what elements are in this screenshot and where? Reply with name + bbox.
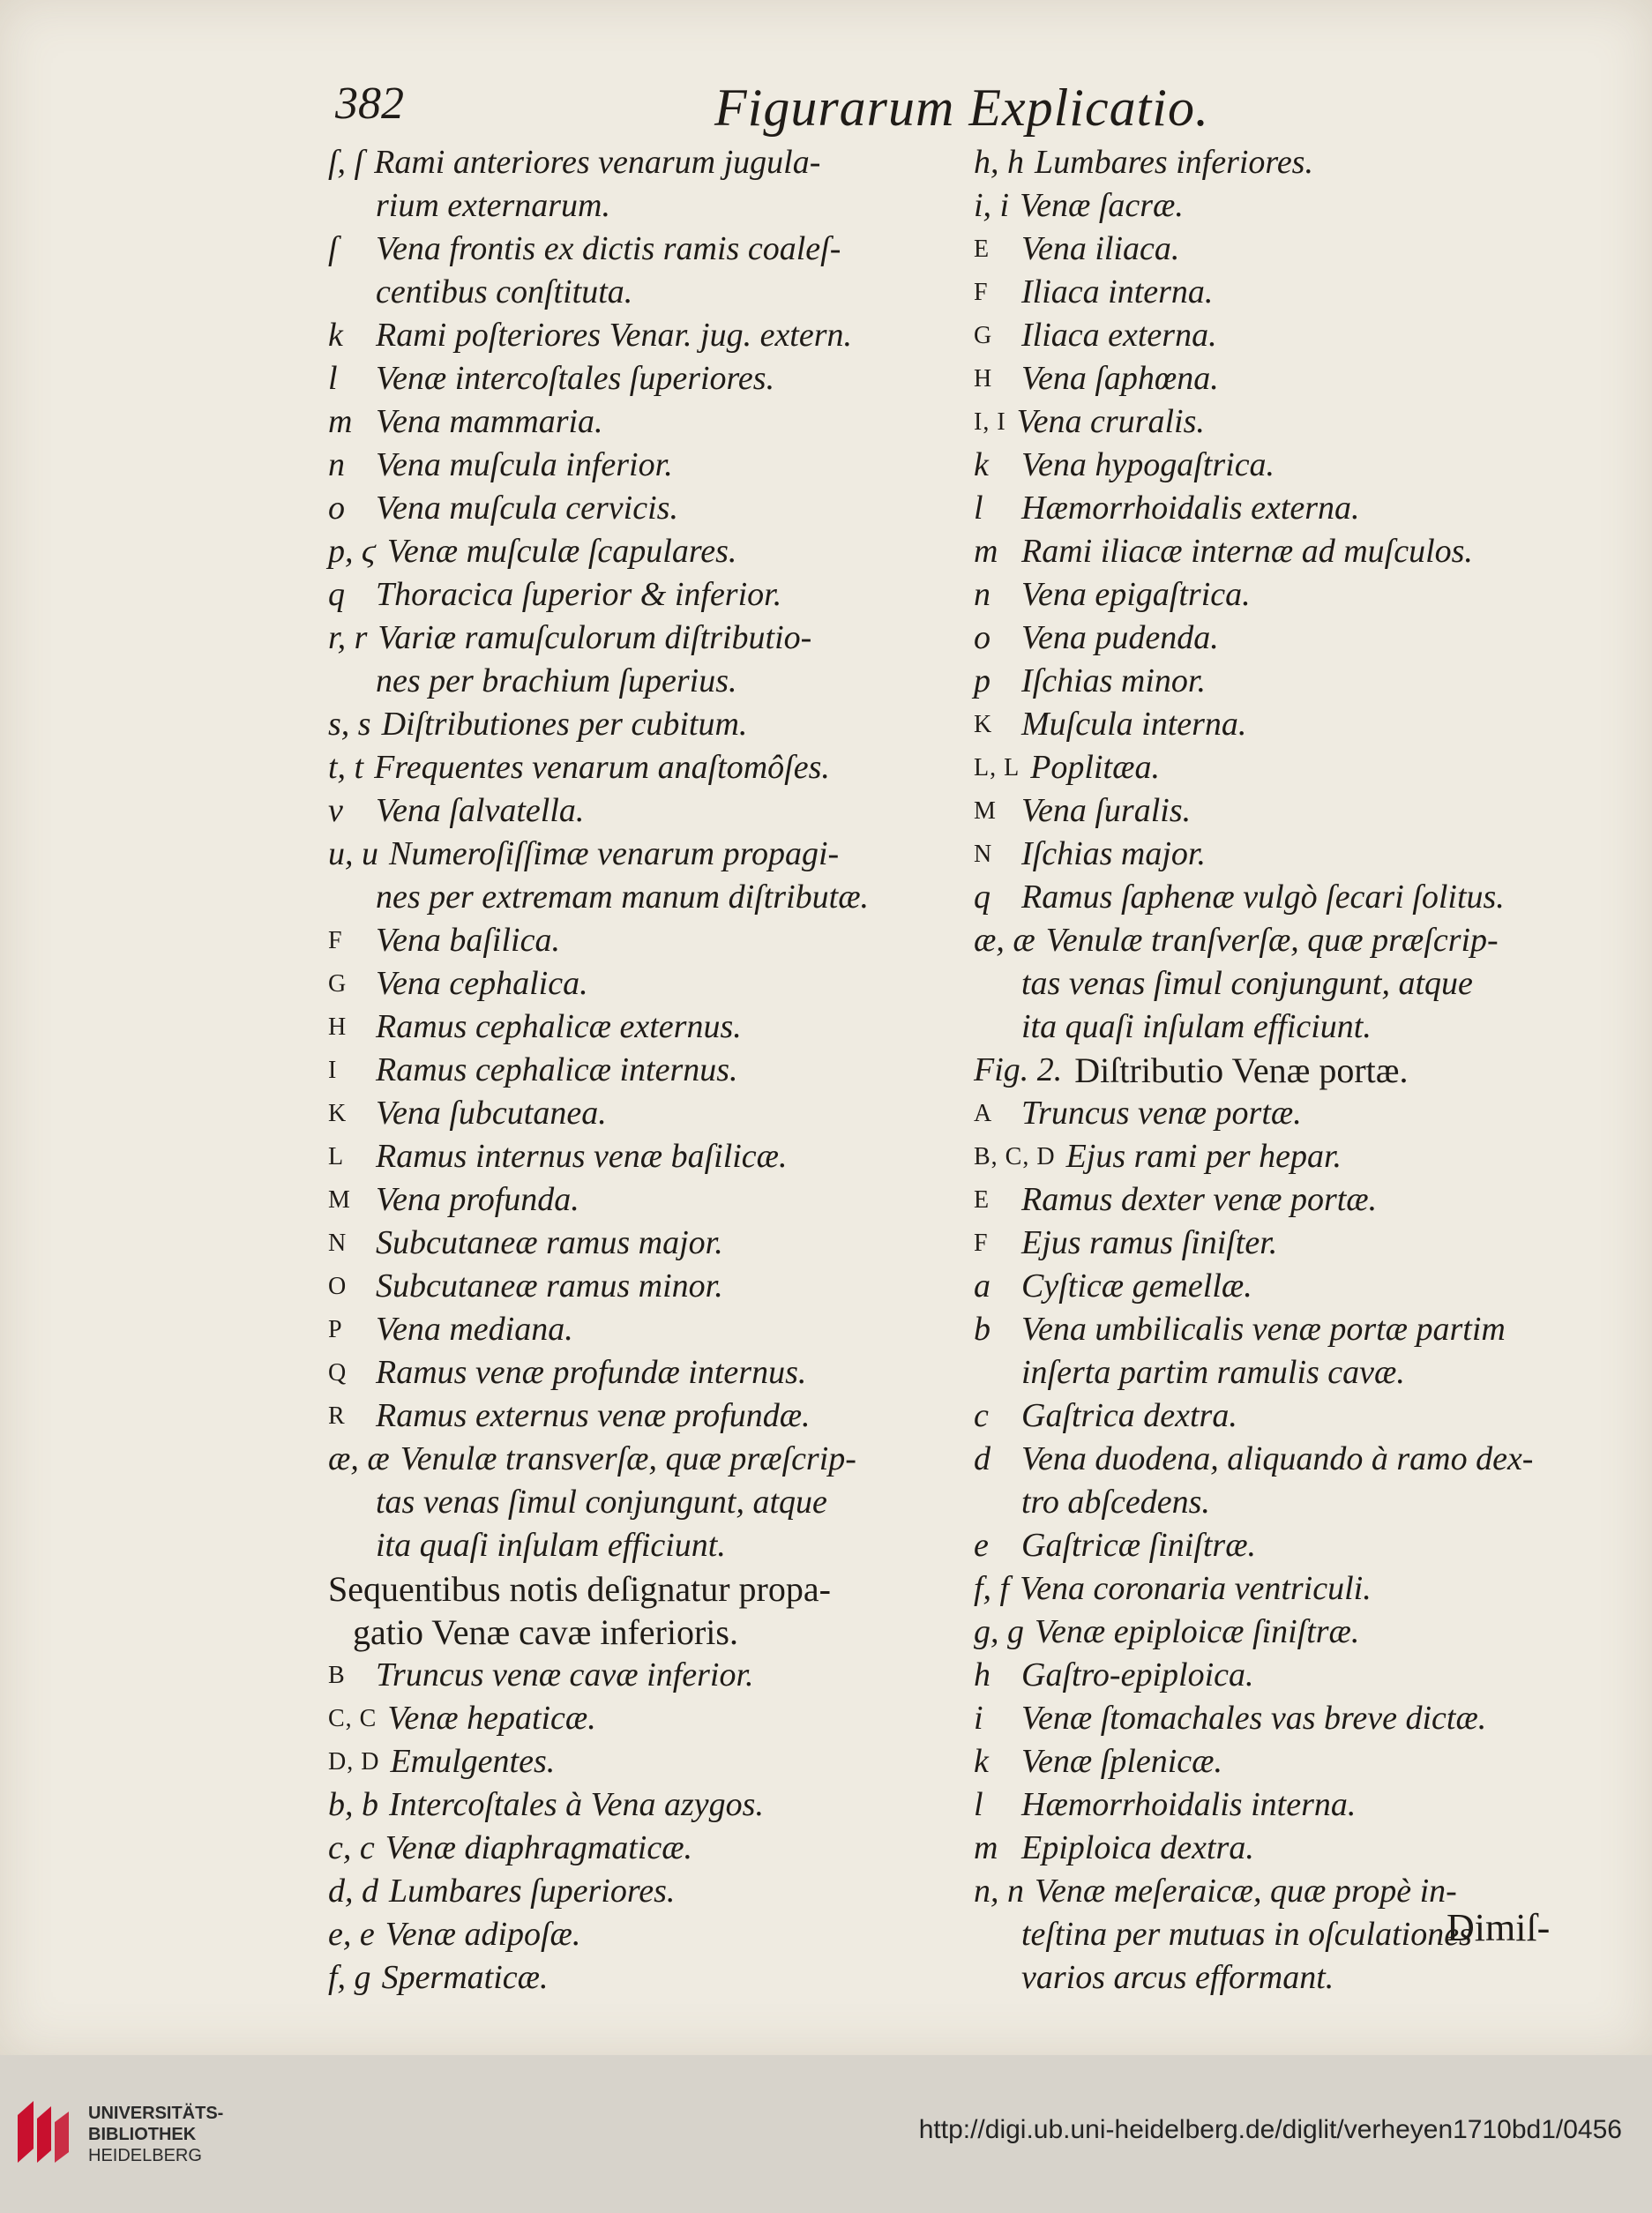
entry-text: Hæmorrhoidalis externa.	[1021, 490, 1360, 527]
entry-text: Gaſtricæ ſiniſtræ.	[1021, 1527, 1257, 1564]
entry-label: G	[974, 322, 993, 349]
entry-label: F	[328, 927, 343, 954]
permalink-url[interactable]: http://digi.ub.uni-heidelberg.de/diglit/verheyen1710bd1/0456	[918, 2115, 1622, 2144]
legend-entry	[328, 487, 946, 530]
entry-text: Venæ meſeraicæ, quæ propè in-	[1035, 1873, 1457, 1910]
legend-entry	[328, 1265, 946, 1308]
entry-label: n, n	[974, 1873, 1024, 1910]
entry-label: F	[974, 1230, 989, 1257]
entry-text: Vena ſubcutanea.	[376, 1095, 607, 1132]
legend-entry	[974, 833, 1591, 876]
entry-continuation: nes per extremam manum diſtributæ.	[376, 878, 870, 916]
entry-text: Iſchias major.	[1021, 835, 1206, 872]
entry-text: Ramus venæ profundæ internus.	[376, 1354, 807, 1391]
entry-label: D, D	[328, 1748, 380, 1776]
legend-entry	[974, 1092, 1591, 1135]
entry-text: Hæmorrhoidalis interna.	[1021, 1786, 1357, 1823]
entry-label: k	[974, 446, 989, 483]
legend-entry	[328, 530, 946, 573]
legend-entry	[974, 1524, 1591, 1567]
page-number: 382	[335, 79, 404, 129]
entry-text: Vena umbilicalis venæ portæ partim	[1021, 1311, 1506, 1348]
entry-label: N	[974, 841, 993, 868]
entry-text: Epiploica dextra.	[1021, 1829, 1254, 1866]
legend-entry	[974, 1740, 1591, 1783]
section-heading: Sequentibus notis deſignatur propa-	[328, 1569, 831, 1609]
entry-continuation: teſtina per mutuas in oſculationes	[1021, 1916, 1472, 1953]
legend-entry	[974, 746, 1591, 789]
legend-entry	[974, 530, 1591, 573]
entry-label: q	[328, 576, 345, 613]
entry-text: Iliaca externa.	[1021, 317, 1217, 354]
legend-entry	[974, 1827, 1591, 1870]
entry-label: i	[974, 1700, 983, 1737]
entry-label: q	[974, 878, 990, 916]
entry-label: s, s	[328, 706, 371, 743]
entry-label: Q	[328, 1359, 348, 1387]
legend-entry	[328, 141, 946, 184]
legend-entry	[328, 228, 946, 271]
entry-text: Rami anteriores venarum jugula-	[374, 144, 821, 181]
legend-entry	[974, 1783, 1591, 1827]
entry-label: k	[974, 1743, 989, 1780]
entry-text: Vena coronaria ventriculi.	[1020, 1570, 1372, 1607]
entry-text: Vena ſaphœna.	[1021, 360, 1219, 397]
entry-text: Muſcula interna.	[1021, 706, 1247, 743]
legend-entry	[328, 1697, 946, 1740]
entry-label: n	[974, 576, 990, 613]
entry-label: M	[974, 797, 997, 825]
entry-continuation: tro abſcedens.	[1021, 1484, 1210, 1521]
legend-entry	[974, 573, 1591, 617]
entry-text: Venæ muſculæ ſcapulares.	[386, 533, 737, 570]
entry-label: L, L	[974, 754, 1020, 781]
entry-label: æ, æ	[328, 1440, 390, 1477]
entry-text: Ejus ramus ſiniſter.	[1021, 1224, 1278, 1261]
legend-entry	[974, 1438, 1591, 1481]
legend-entry	[974, 876, 1591, 919]
legend-entry	[328, 833, 946, 876]
entry-label: o	[974, 619, 990, 656]
entry-label: g, g	[974, 1613, 1024, 1650]
legend-entry	[974, 184, 1591, 228]
entry-label: C, C	[328, 1705, 377, 1732]
legend-entry	[328, 1394, 946, 1438]
entry-label: t, t	[328, 749, 364, 786]
legend-entry	[328, 1783, 946, 1827]
entry-label: k	[328, 317, 343, 354]
footer-bar	[0, 2055, 1652, 2213]
legend-entry	[974, 1265, 1591, 1308]
entry-label: K	[974, 711, 993, 738]
library-logo-icon	[12, 2097, 76, 2166]
entry-text: Venæ intercoſtales ſuperiores.	[376, 360, 775, 397]
catchword: Dimiſ-	[1446, 1906, 1551, 1949]
legend-entry	[328, 789, 946, 833]
entry-text: Venæ ſacræ.	[1020, 187, 1184, 224]
library-name-line1: UNIVERSITÄTS-	[88, 2104, 224, 2123]
entry-text: Emulgentes.	[390, 1743, 556, 1780]
entry-label: E	[974, 1186, 990, 1214]
entry-label: h	[974, 1656, 990, 1693]
legend-entry	[328, 1135, 946, 1178]
entry-text: Poplitæa.	[1030, 749, 1160, 786]
entry-label: b, b	[328, 1786, 378, 1823]
left-column	[328, 141, 946, 2000]
section-heading-continuation: gatio Venæ cavæ inferioris.	[353, 1612, 738, 1652]
entry-continuation: nes per brachium ſuperius.	[376, 662, 737, 699]
entry-text: Ramus dexter venæ portæ.	[1021, 1181, 1378, 1218]
legend-entry	[974, 1697, 1591, 1740]
entry-label: L	[328, 1143, 345, 1170]
entry-label: m	[328, 403, 353, 440]
entry-text: Rami iliacæ internæ ad muſculos.	[1021, 533, 1473, 570]
entry-text: Vena muſcula cervicis.	[376, 490, 678, 527]
entry-continuation: tas venas ſimul conjungunt, atque	[376, 1484, 827, 1521]
entry-label: æ, æ	[974, 922, 1035, 959]
entry-label: B, C, D	[974, 1143, 1056, 1170]
library-name-line2: BIBLIOTHEK	[88, 2125, 197, 2144]
entry-label: m	[974, 1829, 998, 1866]
entry-label: e	[974, 1527, 989, 1564]
entry-text: Ramus internus venæ baſilicæ.	[376, 1138, 788, 1175]
entry-text: Intercoſtales à Vena azygos.	[389, 1786, 764, 1823]
entry-text: Spermaticæ.	[381, 1959, 549, 1996]
entry-label: d	[974, 1440, 990, 1477]
entry-text: Venulæ tranſverſæ, quæ præſcrip-	[1045, 922, 1499, 959]
entry-label: P	[328, 1316, 343, 1343]
entry-label: a	[974, 1267, 990, 1305]
legend-entry	[974, 314, 1591, 357]
entry-continuation: ita quaſi inſulam efficiunt.	[376, 1527, 726, 1564]
legend-entry	[974, 141, 1591, 184]
entry-text: Frequentes venarum anaſtomôſes.	[374, 749, 830, 786]
entry-text: Vena frontis ex dictis ramis coaleſ-	[376, 230, 841, 267]
entry-text: Ejus rami per hepar.	[1065, 1138, 1342, 1175]
entry-text: Vena muſcula inferior.	[376, 446, 673, 483]
legend-entry	[974, 617, 1591, 660]
entry-label: f, f	[974, 1570, 1010, 1607]
entry-continuation: rium externarum.	[376, 187, 610, 224]
legend-entry	[328, 1438, 946, 1481]
entry-text: Subcutaneæ ramus major.	[376, 1224, 723, 1261]
entry-text: Vena ſuralis.	[1021, 792, 1192, 829]
legend-entry	[974, 228, 1591, 271]
legend-entry	[328, 1049, 946, 1092]
entry-text: Venæ adipoſæ.	[385, 1916, 581, 1953]
entry-label: h, h	[974, 144, 1024, 181]
entry-label: e, e	[328, 1916, 375, 1953]
entry-text: Venæ epiploicæ ſiniſtræ.	[1035, 1613, 1360, 1650]
entry-label: B	[328, 1662, 346, 1689]
entry-text: Vena profunda.	[376, 1181, 579, 1218]
entry-text: Variæ ramuſculorum diſtributio-	[377, 619, 812, 656]
legend-entry	[328, 444, 946, 487]
entry-text: Vena duodena, aliquando à ramo dex-	[1021, 1440, 1534, 1477]
entry-label: r, r	[328, 619, 368, 656]
entry-text: Lumbares ſuperiores.	[389, 1873, 676, 1910]
entry-continuation: centibus conſtituta.	[376, 273, 633, 310]
legend-entry	[974, 919, 1591, 962]
entry-text: Vena cruralis.	[1016, 403, 1205, 440]
entry-text: Vena cephalica.	[376, 965, 588, 1002]
entry-label: o	[328, 490, 345, 527]
entry-text: Truncus venæ portæ.	[1021, 1095, 1302, 1132]
legend-entry	[974, 1611, 1591, 1654]
legend-entry	[328, 919, 946, 962]
legend-entry	[328, 1827, 946, 1870]
legend-entry	[974, 1135, 1591, 1178]
legend-entry	[974, 357, 1591, 400]
entry-text: Iſchias minor.	[1021, 662, 1206, 699]
entry-label: f, g	[328, 1959, 371, 1996]
entry-label: ſ	[328, 230, 338, 267]
entry-text: Vena pudenda.	[1021, 619, 1219, 656]
entry-label: p	[974, 662, 990, 699]
entry-text: Venulæ transverſæ, quæ præſcrip-	[400, 1440, 856, 1477]
entry-label: l	[328, 360, 338, 397]
entry-label: K	[328, 1100, 348, 1127]
legend-entry	[974, 1178, 1591, 1222]
entry-label: l	[974, 490, 983, 527]
entry-text: Lumbares inferiores.	[1035, 144, 1313, 181]
legend-entry	[328, 573, 946, 617]
entry-label: u, u	[328, 835, 378, 872]
legend-entry	[974, 1394, 1591, 1438]
entry-text: Numeroſiſſimæ venarum propagi-	[389, 835, 840, 872]
entry-continuation: tas venas ſimul conjungunt, atque	[1021, 965, 1473, 1002]
entry-label: H	[974, 365, 993, 393]
legend-entry	[974, 660, 1591, 703]
entry-label: b	[974, 1311, 990, 1348]
entry-text: Cyſticæ gemellæ.	[1021, 1267, 1252, 1305]
legend-entry	[328, 1913, 946, 1956]
entry-label: H	[328, 1013, 348, 1041]
entry-label: R	[328, 1402, 346, 1430]
entry-text: Gaſtro-epiploica.	[1021, 1656, 1254, 1693]
right-column	[974, 141, 1591, 2000]
legend-entry	[328, 1092, 946, 1135]
page-header	[335, 78, 1588, 148]
legend-entry	[328, 1308, 946, 1351]
entry-label: n	[328, 446, 345, 483]
legend-entry	[328, 357, 946, 400]
legend-entry	[974, 703, 1591, 746]
legend-entry	[974, 1567, 1591, 1611]
entry-label: p, ϛ	[328, 533, 377, 570]
entry-text: Rami poſteriores Venar. jug. extern.	[376, 317, 853, 354]
entry-continuation: varios arcus efformant.	[1021, 1959, 1334, 1996]
entry-text: Vena epigaſtrica.	[1021, 576, 1251, 613]
entry-label: m	[974, 533, 998, 570]
legend-entry	[974, 1654, 1591, 1697]
entry-label: v	[328, 792, 343, 829]
entry-continuation: inſerta partim ramulis cavæ.	[1021, 1354, 1405, 1391]
legend-entry	[974, 271, 1591, 314]
entry-text: Ramus cephalicæ internus.	[376, 1051, 738, 1088]
entry-label: F	[974, 279, 989, 306]
entry-text: Vena baſilica.	[376, 922, 560, 959]
entry-label: c	[974, 1397, 989, 1434]
legend-entry	[328, 1654, 946, 1697]
entry-text: Venæ diaphragmaticæ.	[385, 1829, 693, 1866]
entry-label: O	[328, 1273, 348, 1300]
entry-label: d, d	[328, 1873, 378, 1910]
legend-entry	[328, 1222, 946, 1265]
legend-entry	[328, 1740, 946, 1783]
entry-text: Venæ hepaticæ.	[387, 1700, 596, 1737]
figure-label: Fig. 2.	[974, 1051, 1063, 1088]
entry-text: Ramus cephalicæ externus.	[376, 1008, 742, 1045]
entry-text: Subcutaneæ ramus minor.	[376, 1267, 723, 1305]
entry-label: l	[974, 1786, 983, 1823]
entry-text: Iliaca interna.	[1021, 273, 1214, 310]
legend-entry	[974, 789, 1591, 833]
entry-text: Ramus externus venæ profundæ.	[376, 1397, 811, 1434]
entry-label: G	[328, 970, 348, 998]
library-name	[88, 2103, 223, 2166]
entry-text: Vena mediana.	[376, 1311, 573, 1348]
entry-label: N	[328, 1230, 348, 1257]
legend-entry	[328, 400, 946, 444]
entry-text: Truncus venæ cavæ inferior.	[376, 1656, 754, 1693]
legend-entry	[328, 1351, 946, 1394]
legend-entry	[328, 1956, 946, 2000]
entry-text: Thoracica ſuperior & inferior.	[376, 576, 782, 613]
legend-entry	[974, 487, 1591, 530]
figure-heading	[974, 1049, 1591, 1092]
legend-entry	[328, 746, 946, 789]
library-name-line3: HEIDELBERG	[88, 2146, 202, 2165]
entry-label: c, c	[328, 1829, 375, 1866]
entry-label: I	[328, 1057, 338, 1084]
legend-entry	[328, 962, 946, 1006]
entry-label: ſ, ſ	[328, 144, 364, 181]
entry-text: Vena hypogaſtrica.	[1021, 446, 1275, 483]
legend-entry	[328, 1178, 946, 1222]
legend-entry	[974, 1308, 1591, 1351]
legend-entry	[328, 703, 946, 746]
entry-text: Vena ſalvatella.	[376, 792, 585, 829]
legend-entry	[974, 400, 1591, 444]
entry-text: Gaſtrica dextra.	[1021, 1397, 1237, 1434]
entry-label: i, i	[974, 187, 1010, 224]
figure-caption: Diſtributio Venæ portæ.	[1074, 1050, 1409, 1090]
entry-text: Venæ ſplenicæ.	[1021, 1743, 1222, 1780]
entry-text: Vena mammaria.	[376, 403, 603, 440]
entry-text: Vena iliaca.	[1021, 230, 1180, 267]
legend-entry	[328, 1870, 946, 1913]
legend-entry	[974, 444, 1591, 487]
entry-label: A	[974, 1100, 993, 1127]
entry-text: Diſtributiones per cubitum.	[381, 706, 748, 743]
entry-label: E	[974, 236, 990, 263]
page-title: Figurarum Explicatio.	[714, 79, 1209, 137]
legend-entry	[328, 617, 946, 660]
entry-continuation: ita quaſi inſulam efficiunt.	[1021, 1008, 1372, 1045]
legend-entry	[328, 314, 946, 357]
entry-text: Ramus ſaphenæ vulgò ſecari ſolitus.	[1021, 878, 1505, 916]
entry-label: M	[328, 1186, 351, 1214]
legend-entry	[328, 1006, 946, 1049]
legend-entry	[974, 1222, 1591, 1265]
entry-text: Venæ ſtomachales vas breve dictæ.	[1021, 1700, 1487, 1737]
entry-label: I, I	[974, 408, 1006, 436]
